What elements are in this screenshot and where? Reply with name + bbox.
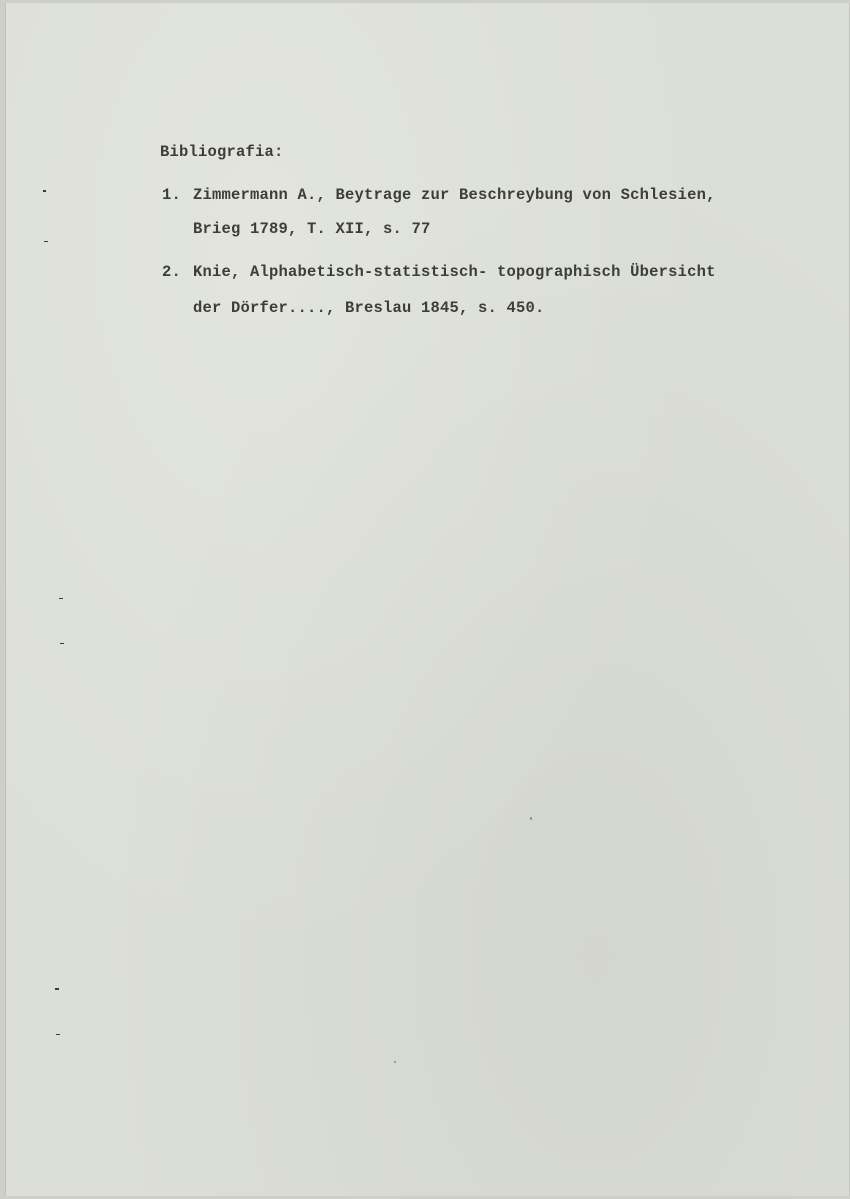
entry-1-line-1: Zimmermann A., Beytrage zur Beschreybung von Schlesien, bbox=[193, 186, 716, 204]
paper-speck bbox=[530, 817, 532, 820]
margin-tick-mark bbox=[55, 988, 59, 990]
bibliography-heading: Bibliografia: bbox=[160, 143, 284, 161]
entry-1-line-2: Brieg 1789, T. XII, s. 77 bbox=[193, 220, 431, 238]
paper-speck bbox=[394, 1061, 396, 1063]
entry-2-line-1: Knie, Alphabetisch-statistisch- topographisch Übersicht bbox=[193, 263, 716, 281]
margin-tick-mark bbox=[60, 643, 64, 644]
paper-sheet bbox=[5, 3, 850, 1196]
margin-tick-mark bbox=[43, 190, 46, 192]
margin-tick-mark bbox=[59, 598, 63, 599]
entry-2-line-2: der Dörfer...., Breslau 1845, s. 450. bbox=[193, 299, 545, 317]
entry-1-number: 1. bbox=[162, 186, 182, 204]
margin-tick-mark bbox=[56, 1034, 60, 1035]
entry-2-number: 2. bbox=[162, 263, 182, 281]
margin-tick-mark bbox=[44, 241, 48, 242]
